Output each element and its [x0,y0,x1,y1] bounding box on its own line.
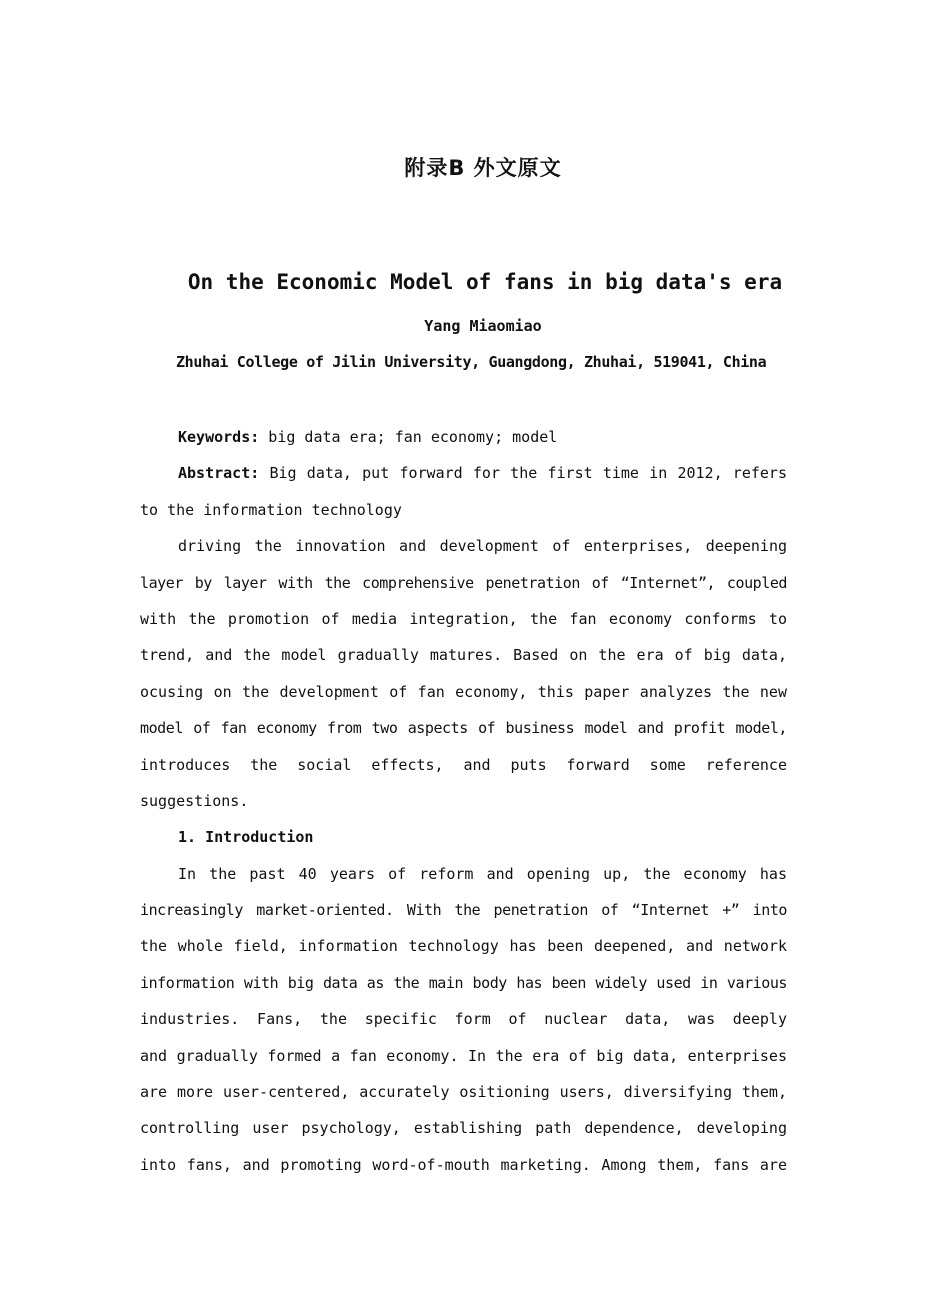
introduction-line: controlling user psychology, establishing path dependence, developing [140,1119,787,1138]
paper-body [140,419,787,1183]
keywords-line [140,419,787,455]
abstract-line: driving the innovation and development of enterprises, deepening [178,537,787,556]
introduction-line: and gradually formed a fan economy. In the era of big data, enterprises [140,1046,787,1065]
abstract-first-line-text: Big data, put forward for the first time in 2012, refers [259,464,787,483]
abstract-line: trend, and the model gradually matures. Based on the era of big data, [140,646,787,665]
introduction-line: In the past 40 years of reform and opening up, the economy has [178,864,787,883]
introduction-heading: 1. Introduction [178,828,314,847]
abstract-line: layer by layer with the comprehensive penetration of “Internet”, coupled [140,573,787,592]
abstract-line: model of fan economy from two aspects of business model and profit model, [140,719,787,738]
introduction-line: into fans, and promoting word-of-mouth marketing. Among them, fans are [140,1155,787,1174]
abstract-line: ocusing on the development of fan economy, this paper analyzes the new [140,682,787,701]
introduction-line: the whole field, information technology has been deepened, and network [140,937,787,956]
abstract-line: introduces the social effects, and puts forward some reference [140,755,787,774]
introduction-line: industries. Fans, the specific form of nuclear data, was deeply [140,1010,787,1029]
keywords-text: big data era; fan economy; model [259,428,558,446]
keywords-label: Keywords: [178,428,260,446]
abstract-line [140,455,787,491]
introduction-line: are more user-centered, accurately ositioning users, diversifying them, [140,1083,787,1102]
abstract-line: suggestions. [140,791,249,810]
abstract-line: to the information technology [140,500,402,519]
paper-title: On the Economic Model of fans in big data's era [187,270,783,294]
appendix-title: 附录B 外文原文 [404,156,562,180]
author-name: Yang Miaomiao [424,317,542,335]
author-affiliation: Zhuhai College of Jilin University, Guangdong, Zhuhai, 519041, China [176,353,767,371]
introduction-line: increasingly market-oriented. With the penetration of “Internet +” into [140,901,787,920]
abstract-label: Abstract: [178,464,260,483]
introduction-line: information with big data as the main body has been widely used in various [140,973,787,992]
abstract-line: with the promotion of media integration, the fan economy conforms to [140,609,787,628]
